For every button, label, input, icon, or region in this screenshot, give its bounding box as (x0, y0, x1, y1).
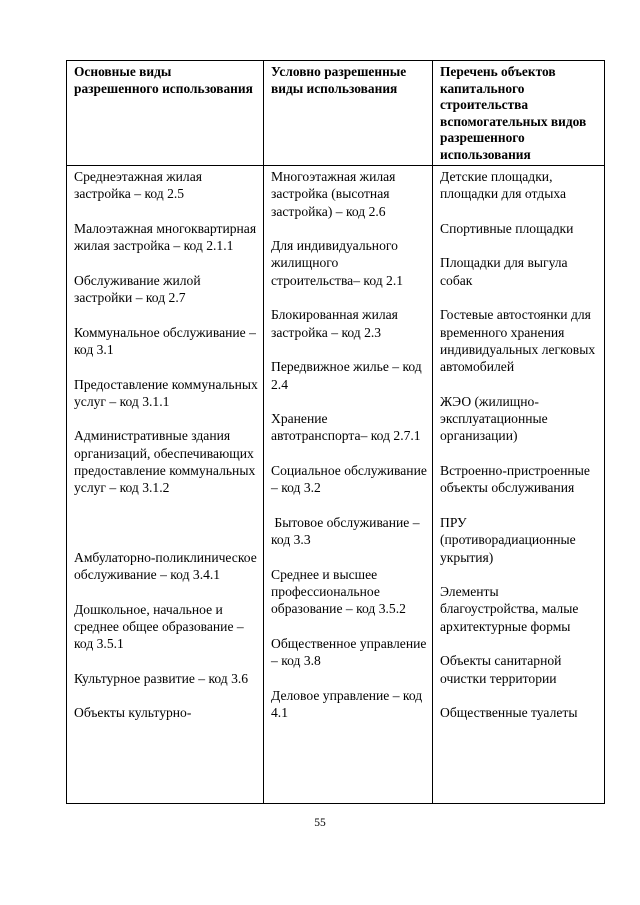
conditional-use-item: Многоэтажная жилая застройка (высотная застройка) – код 2.6 (271, 169, 396, 219)
header-conditional-uses: Условно разрешенные виды использования (264, 61, 433, 166)
main-use-item: Объекты культурно- (74, 705, 192, 721)
header-auxiliary-uses: Перечень объектов капитального строительства вспомогательных видов разрешенного использования (433, 61, 605, 166)
auxiliary-use-item: ЖЭО (жилищно-эксплуатационные организации) (440, 393, 548, 444)
conditional-use-item: Среднее и высшее профессиональное образование – код 3.5.2 (271, 566, 406, 617)
main-use-item: Амбулаторно-поликлиническое обслуживание – код 3.4.1 (74, 549, 257, 582)
main-use-item: Малоэтажная многоквартирная жилая застройка – код 2.1.1 (74, 220, 257, 254)
auxiliary-use-item: Спортивные площадки (440, 220, 574, 236)
auxiliary-uses-cell (433, 166, 605, 804)
auxiliary-use-item: Общественные туалеты (440, 705, 578, 721)
conditional-use-item: Для индивидуального жилищного строительства– код 2.1 (271, 238, 404, 288)
main-use-item: Предоставление коммунальных услуг – код 3.1.1 (74, 376, 258, 409)
conditional-use-item: Деловое управление – код 4.1 (271, 687, 423, 721)
header-main-uses: Основные виды разрешенного использования (67, 61, 264, 166)
main-use-item: Административные здания организаций, обеспечивающих предоставление коммунальных услуг – код 3.1.2 (74, 428, 256, 496)
auxiliary-use-item: Встроенно-пристроенные объекты обслуживания (440, 463, 590, 496)
land-use-table (66, 60, 605, 804)
conditional-use-item: Блокированная жилая застройка – код 2.3 (271, 307, 398, 340)
main-use-item: Коммунальное обслуживание – код 3.1 (74, 324, 256, 357)
conditional-use-item: Передвижное жилье – код 2.4 (271, 359, 422, 392)
auxiliary-use-item: Детские площадки, площадки для отдыха (440, 169, 566, 202)
conditional-use-item: Социальное обслуживание – код 3.2 (271, 463, 427, 496)
conditional-uses-cell (264, 166, 433, 804)
main-use-item: Культурное развитие – код 3.6 (74, 670, 249, 686)
main-use-item: Обслуживание жилой застройки – код 2.7 (74, 272, 201, 306)
auxiliary-use-item: Гостевые автостоянки для временного хранения индивидуальных легковых автомобилей (440, 307, 596, 375)
main-uses-cell (67, 166, 264, 804)
table-header-row (67, 61, 605, 166)
auxiliary-use-item: Объекты санитарной очистки территории (440, 653, 562, 686)
auxiliary-use-item: Элементы благоустройства, малые архитектурные формы (440, 584, 579, 634)
table-row (67, 166, 605, 804)
auxiliary-use-item: Площадки для выгула собак (440, 255, 568, 288)
main-use-item: Среднеэтажная жилая застройка – код 2.5 (74, 169, 203, 202)
page-number: 55 (314, 817, 326, 829)
main-use-item: Дошкольное, начальное и среднее общее образование – код 3.5.1 (74, 601, 244, 652)
conditional-use-item: Бытовое обслуживание – код 3.3 (271, 514, 423, 548)
auxiliary-use-item: ПРУ (противорадиационные укрытия) (440, 514, 576, 565)
conditional-use-item: Общественное управление – код 3.8 (271, 636, 427, 669)
conditional-use-item: Хранение автотранспорта– код 2.7.1 (271, 411, 421, 444)
